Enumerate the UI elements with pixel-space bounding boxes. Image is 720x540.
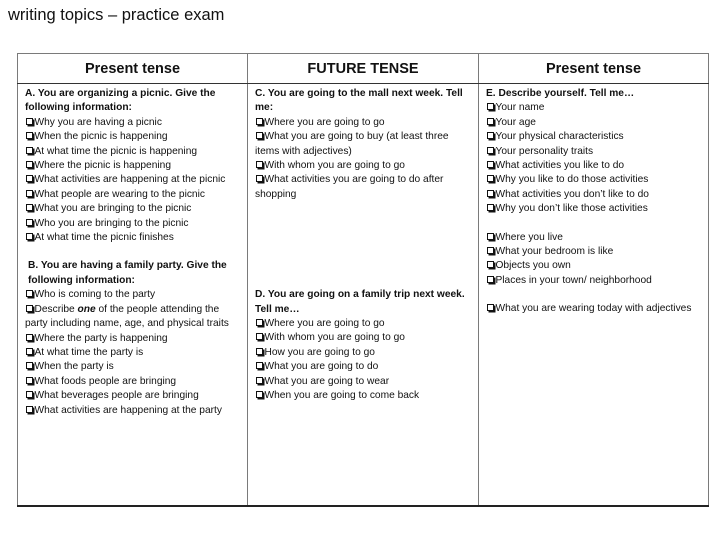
checklist-item: What you are wearing today with adjectives	[486, 302, 702, 316]
checkbox-icon[interactable]	[256, 348, 263, 355]
checklist-item: With whom you are going to go	[255, 159, 472, 173]
topics-table	[17, 53, 709, 507]
checkbox-icon[interactable]	[26, 362, 33, 369]
checkbox-icon[interactable]	[256, 391, 263, 398]
checkbox-icon[interactable]	[256, 333, 263, 340]
checklist-item: At what time the picnic finishes	[25, 231, 241, 245]
column-present-tense-1	[18, 84, 248, 507]
section-e	[486, 87, 702, 317]
checklist-item: What activities are happening at the picnic	[25, 173, 241, 187]
checkbox-icon[interactable]	[256, 161, 263, 168]
checkbox-icon[interactable]	[26, 377, 33, 384]
spacer	[255, 202, 472, 288]
checkbox-icon[interactable]	[256, 319, 263, 326]
checkbox-icon[interactable]	[26, 334, 33, 341]
checkbox-icon[interactable]	[26, 290, 33, 297]
spacer	[486, 217, 702, 231]
checklist-item: At what time the party is	[25, 346, 241, 360]
checklist-item: What activities you are going to do after shopping	[255, 174, 444, 200]
checkbox-icon[interactable]	[256, 377, 263, 384]
column-header-present-tense-2: Present tense	[479, 54, 709, 84]
checkbox-icon[interactable]	[487, 103, 494, 110]
checklist-item: What beverages people are bringing	[25, 389, 241, 403]
section-b	[25, 259, 241, 417]
checklist-item: Why you are having a picnic	[25, 116, 241, 130]
checklist-item: What activities are happening at the party	[25, 404, 241, 418]
checkbox-icon[interactable]	[26, 348, 33, 355]
checkbox-icon[interactable]	[487, 147, 494, 154]
checklist-item: Your personality traits	[486, 145, 702, 159]
checklist-item: Who you are bringing to the picnic	[25, 217, 241, 231]
spacer	[486, 288, 702, 302]
checklist-item: What you are going to do	[255, 360, 472, 374]
checkbox-icon[interactable]	[26, 132, 33, 139]
checklist-item: What your bedroom is like	[486, 245, 702, 259]
checklist-item: Why you don’t like those activities	[486, 202, 702, 216]
checkbox-icon[interactable]	[26, 305, 33, 312]
checkbox-icon[interactable]	[26, 147, 33, 154]
checklist-item: When the party is	[25, 360, 241, 374]
checklist-item: How you are going to go	[255, 346, 472, 360]
checkbox-icon[interactable]	[256, 132, 263, 139]
content-row	[18, 84, 709, 507]
checkbox-icon[interactable]	[256, 362, 263, 369]
checkbox-icon[interactable]	[26, 190, 33, 197]
checklist-item: Objects you own	[486, 259, 702, 273]
checklist-item: What you are bringing to the picnic	[25, 202, 241, 216]
checkbox-icon[interactable]	[256, 175, 263, 182]
page-title: writing topics – practice exam	[8, 6, 225, 24]
checkbox-icon[interactable]	[26, 233, 33, 240]
checklist-item-describe: Describe one of the people attending the party including name, age, and physical traits	[25, 303, 229, 330]
checkbox-icon[interactable]	[487, 132, 494, 139]
checkbox-icon[interactable]	[26, 219, 33, 226]
checklist-item: What foods people are bringing	[25, 375, 241, 389]
checklist-item: What you are going to wear	[255, 375, 472, 389]
checklist-item: What you are going to buy (at least three items with adjectives)	[255, 131, 449, 157]
checkbox-icon[interactable]	[26, 161, 33, 168]
section-d-heading: D. You are going on a family trip next week. Tell me…	[255, 289, 465, 315]
section-c	[255, 87, 472, 202]
checkbox-icon[interactable]	[26, 204, 33, 211]
checkbox-icon[interactable]	[487, 261, 494, 268]
checklist-item: What activities you like to do	[486, 159, 702, 173]
column-future-tense	[248, 84, 479, 507]
checklist-item: Your age	[486, 116, 702, 130]
checklist-item: Your name	[486, 101, 702, 115]
checklist-item: Your physical characteristics	[486, 130, 702, 144]
checkbox-icon[interactable]	[26, 391, 33, 398]
checklist-item: What activities you don’t like to do	[486, 188, 702, 202]
checkbox-icon[interactable]	[256, 118, 263, 125]
checkbox-icon[interactable]	[487, 190, 494, 197]
section-e-heading: E. Describe yourself. Tell me…	[486, 88, 635, 99]
header-row	[18, 54, 709, 84]
column-header-future-tense: FUTURE TENSE	[248, 54, 479, 84]
section-a-heading: A. You are organizing a picnic. Give the following information:	[25, 88, 216, 114]
section-c-heading: C. You are going to the mall next week. Tell me:	[255, 88, 463, 114]
emphasis-one: one	[77, 303, 96, 315]
checklist-item: Places in your town/ neighborhood	[486, 274, 702, 288]
checklist-item: When the picnic is happening	[25, 130, 241, 144]
checkbox-icon[interactable]	[26, 406, 33, 413]
checkbox-icon[interactable]	[487, 233, 494, 240]
checkbox-icon[interactable]	[487, 276, 494, 283]
checkbox-icon[interactable]	[26, 175, 33, 182]
column-present-tense-2	[479, 84, 709, 507]
column-header-present-tense-1: Present tense	[18, 54, 248, 84]
checklist-item: Where you are going to go	[255, 317, 472, 331]
checkbox-icon[interactable]	[487, 161, 494, 168]
section-a	[25, 87, 241, 245]
checklist-item: Who is coming to the party	[25, 288, 241, 302]
checkbox-icon[interactable]	[487, 175, 494, 182]
checklist-item: Where the picnic is happening	[25, 159, 241, 173]
checkbox-icon[interactable]	[487, 247, 494, 254]
spacer	[25, 245, 241, 259]
checklist-item: What people are wearing to the picnic	[25, 188, 241, 202]
checklist-item: With whom you are going to go	[255, 331, 472, 345]
checkbox-icon[interactable]	[26, 118, 33, 125]
checklist-item: Where the party is happening	[25, 332, 241, 346]
checkbox-icon[interactable]	[487, 204, 494, 211]
checklist-item: Where you live	[486, 231, 702, 245]
checklist-item: When you are going to come back	[255, 389, 472, 403]
checklist-item: Where you are going to go	[255, 116, 472, 130]
checklist-item: At what time the picnic is happening	[25, 145, 241, 159]
checkbox-icon[interactable]	[487, 304, 494, 311]
section-d	[255, 288, 472, 403]
section-b-heading: B. You are having a family party. Give the following information:	[28, 260, 227, 286]
checklist-item: Why you like to do those activities	[486, 173, 702, 187]
checkbox-icon[interactable]	[487, 118, 494, 125]
